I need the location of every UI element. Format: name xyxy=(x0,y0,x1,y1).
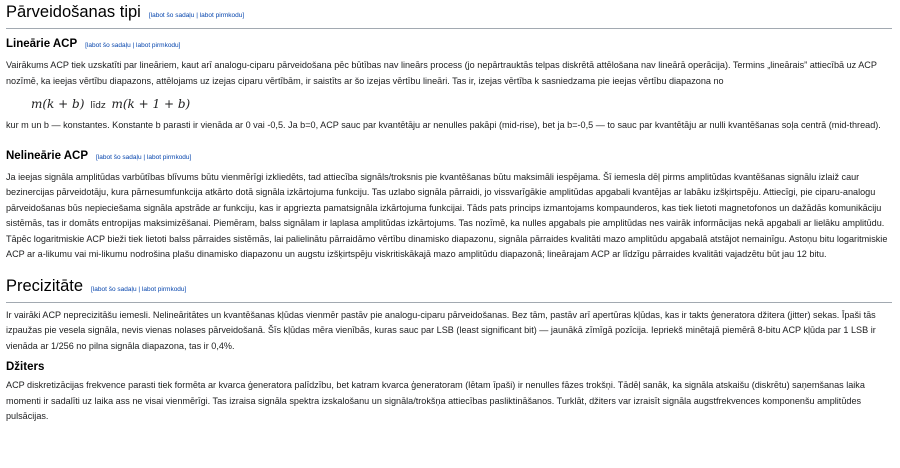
edit-source-link[interactable]: labot pirmkodu xyxy=(199,12,243,19)
subsection-heading-linear xyxy=(6,37,892,53)
subsection-title: Nelineārie ACP xyxy=(6,149,89,162)
formula-left: m(k + b) xyxy=(31,97,85,111)
paragraph-linear-intro: Vairākums ACP tiek uzskatīti par lineāriem, kaut arī analogu-ciparu pārveidošana pēc būtības nav lineārs process (jo nepārtrauktās telpas diskrētā attēlošana nav lineārā operācija). Termins „lineārais” attiecībā uz ACP nozīmē, ka ieejas vērtību diapazons, attēlojams uz izejas ciparu vērtībām, ir saistīts ar šo izejas vērtību lineāri. Tas ir, izejas vērtība k sasniedzama pie ieejas vērtību diapazona no xyxy=(6,60,877,86)
paragraph-jitter: ACP diskretizācijas frekvence parasti tiek formēta ar kvarca ģeneratora palīdzību, bet katram kvarca ģeneratoram (lētam īpaši) ir nenulles fāzes trokšņi. Tādēļ sanāk, ka signāla atskaišu (diskrētu) saņemšanas laika momenti ir sadalīti uz laika ass ne visai vienmērīgi. Tas izraisa signāla spektra izskalošanu un signāla/trokšņa attiecības pasliktināšanos. Turklāt, džiters var izraisīt signāla augstfrekvences komponenšu amplitūdes pulsācijas. xyxy=(6,380,865,421)
subsection-title: Lineārie ACP xyxy=(6,38,78,50)
paragraph-precision: Ir vairāki ACP neprecizitāšu iemesli. Nelineāritātes un kvantēšanas kļūdas vienmēr pastāv pie analogu-ciparu pārveidošanas. Bez tām, pastāv arī apertūras kļūdas, kas ir takts ģeneratora džitera (jitter) sekas. Īpaši tās izpaužas pie vesela signāla, nevis vienas nolases pārveidošanā. Šīs kļūdas mēra vienībās, kuras sauc par LSB (least significant bit) — jaunākā zīmīgā pozīcija. Iepriekš minētajā piemērā 8-bitu ACP kļūda par 1 LSB ir vienāda ar 1/256 no pilna signāla diapazona, tas ir 0,4%. xyxy=(6,309,876,351)
formula-range xyxy=(31,96,892,114)
edit-section-link[interactable]: labot šo sadaļu xyxy=(150,12,195,19)
edit-source-link[interactable]: labot pirmkodu xyxy=(141,285,185,293)
section-heading-precision xyxy=(6,276,892,303)
formula-separator: līdz xyxy=(90,101,106,111)
edit-links: [labot šo sadaļu | labot pirmkodu] xyxy=(85,42,181,49)
subsection-heading-nonlinear xyxy=(6,149,892,165)
edit-section-link[interactable]: labot šo sadaļu xyxy=(86,42,131,49)
edit-section-link[interactable]: labot šo sadaļu xyxy=(92,285,137,293)
edit-links: [labot šo sadaļu | labot pirmkodu] xyxy=(96,153,192,161)
paragraph-linear-constants: kur m un b — konstantes. Konstante b parasti ir vienāda ar 0 vai -0,5. Ja b=0, ACP sauc par kvantētāju ar nenulles pakāpi (mid-rise), bet ja b=-0,5 — to sauc par kvantētāju ar nulli kvantēšanas soļa centrā (mid-thread). xyxy=(6,120,881,130)
edit-source-link[interactable]: labot pirmkodu xyxy=(146,153,190,161)
edit-links: [labot šo sadaļu | labot pirmkodu] xyxy=(148,12,245,19)
section-title: Precizitāte xyxy=(6,276,84,295)
edit-source-link[interactable]: labot pirmkodu xyxy=(136,42,179,49)
edit-section-link[interactable]: labot šo sadaļu xyxy=(97,153,142,161)
paragraph-nonlinear: Ja ieejas signāla amplitūdas varbūtības blīvums būtu vienmērīgi izkliedēts, tad attiecība signāls/troksnis pie kvantēšanas būtu maksimāli iespējama. Šī iemesla dēļ pirms amplitūdas kvantēšanas signālu izlaiž caur bezinercijas pārveidotāju, kura pārnesumfunkcija atkārto dotā signāla izkārtojuma funkciju. Tas uzlabo signāla pārraidi, jo vissvarīgākie amplitūdas apgabali kvantējas ar labāku izšķirtspēju. Attiecīgi, pie ciparu-analogu pārveidošanas būs nepieciešama signāla apstrāde ar funkciju, kas ir apgriezta pamatsignāla izkārtojuma funkcijai. Tāds pats princips izmantojams kompaunderos, kas tiek lietoti magnetofonos un dažādās komunikāciju sistēmās, tas ir domāts entropijas maksimizēšanai. Piemēram, balss signālam ir laplasa amplitūdas izkārtojums. Tas nozīmē, ka nulles apgabals pie amplitūdas nes vairāk informācijas nekā apgabali ar lielāku amplitūdu. Tāpēc logaritmiskie ACP bieži tiek lietoti balss pārraides sistēmās, lai palielinātu pārraidāmo vērtību dinamisko diapazonu, signāla pārraides kvalitāti mazo amplitūdu apgabalā atstājot nemainīgu. Astoņu bitu logaritmiskie ACP ar a-likumu vai mi-likumu nodrošina plašu dinamisko diapazonu un augstu izšķirtspēju viskritiskākajā mazo amplitūdu diapazonā; lineārajam ACP ar līdzīgu pārraides kvalitāti vajadzētu būt jau 12 bitu. xyxy=(6,171,888,259)
formula-right: m(k + 1 + b) xyxy=(111,97,191,111)
section-title: Pārveidošanas tipi xyxy=(6,3,141,21)
subsection-heading-jitter: Džiters xyxy=(6,361,45,373)
section-heading-conversion-types xyxy=(6,2,892,29)
edit-links: [labot šo sadaļu | labot pirmkodu] xyxy=(91,285,187,293)
